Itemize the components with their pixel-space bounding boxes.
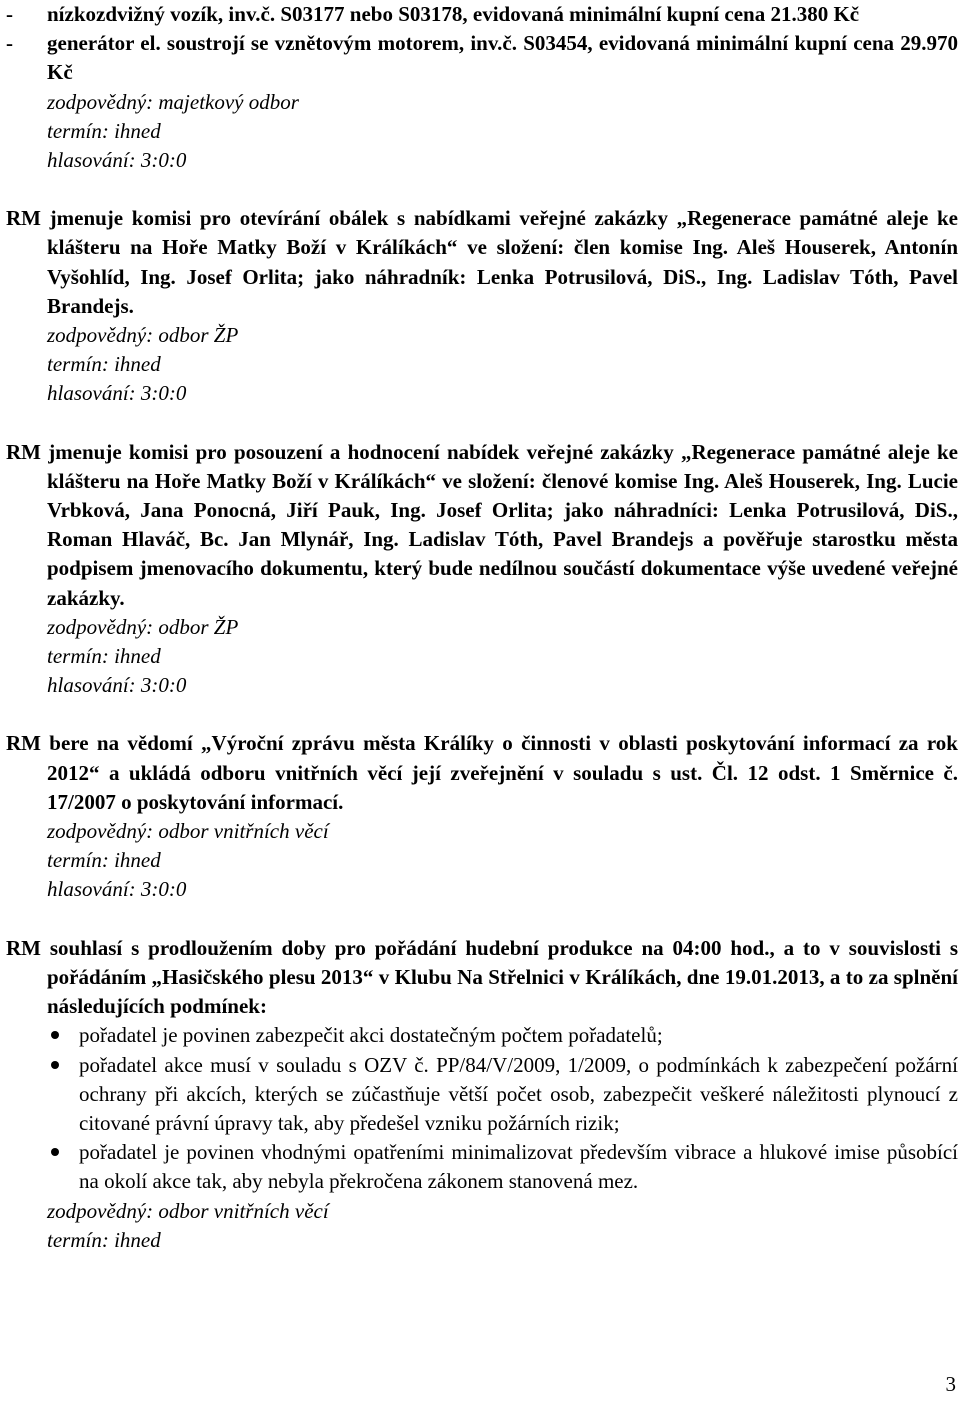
deadline-line: termín: ihned	[47, 1227, 161, 1252]
conditions-list	[6, 1021, 958, 1196]
bullet-icon	[51, 1061, 59, 1069]
item-text: generátor el. soustrojí se vznětovým motorem, inv.č. S03454, evidovaná minimální kupní cena 29.970 Kč	[47, 31, 958, 85]
item-text: pořadatel je povinen vhodnými opatřeními minimalizovat především vibrace a hlukové imise působící na okolí akce tak, aby nebyla překročena zákonem stanovená mez.	[79, 1140, 958, 1194]
item-text: nízkozdvižný vozík, inv.č. S03177 nebo S03178, evidovaná minimální kupní cena 21.380 Kč	[47, 2, 860, 26]
item-text: pořadatel akce musí v souladu s OZV č. PP/84/V/2009, 1/2009, o podmínkách k zabezpečení požární ochrany při akcích, kterých se zúčastňuje větší počet osob, zabezpečit veškeré náležitosti plynoucí z citované právní úpravy tak, aby předešel vzniku požárních rizik;	[79, 1052, 958, 1135]
list-item	[6, 29, 958, 87]
document-page	[6, 0, 958, 1255]
resolution-paragraph: RM jmenuje komisi pro otevírání obálek s nabídkami veřejné zakázky „Regenerace památné aleje ke klášteru na Hoře Matky Boží v Králíkách“ ve složení: člen komise Ing. Aleš Houserek, Antonín Vyšohlíd, Ing. Josef Orlita; jako náhradník: Lenka Potrusilová, DiS., Ing. Ladislav Tóth, Pavel Brandejs.	[6, 206, 958, 318]
bullet-icon	[51, 1031, 59, 1039]
list-item	[6, 1138, 958, 1196]
resolution-paragraph: RM souhlasí s prodloužením doby pro pořádání hudební produkce na 04:00 hod., a to v souvislosti s pořádáním „Hasičského plesu 2013“ v Klubu Na Střelnici v Králíkách, dne 19.01.2013, a to za splnění následujících podmínek:	[6, 935, 958, 1019]
responsible-line: zodpovědný: odbor ŽP	[47, 323, 239, 348]
vote-line: hlasování: 3:0:0	[47, 381, 187, 406]
bullet-icon	[51, 1148, 59, 1156]
list-item	[6, 0, 958, 29]
vote-line: hlasování: 3:0:0	[47, 877, 187, 902]
resolution-paragraph: RM jmenuje komisi pro posouzení a hodnocení nabídek veřejné zakázky „Regenerace památné aleje ke klášteru na Hoře Matky Boží v Králíkách“ ve složení: členové komise Ing. Aleš Houserek, Ing. Lucie Vrbková, Jana Ponocná, Jiří Pauk, Ing. Josef Orlita; jako náhradníci: Lenka Potrusilová, DiS., Roman Hlaváč, Bc. Jan Mlynář, Ing. Ladislav Tóth, Pavel Brandejs a pověřuje starostku města podpisem jmenovacího dokumentu, který bude nedílnou součástí dokumentace výše uvedené veřejné zakázky.	[6, 439, 958, 610]
deadline-line: termín: ihned	[47, 118, 161, 143]
item-text: pořadatel je povinen zabezpečit akci dostatečným počtem pořadatelů;	[79, 1023, 663, 1048]
page-number: 3	[945, 1372, 956, 1396]
responsible-line: zodpovědný: odbor vnitřních věcí	[47, 819, 329, 844]
list-item	[6, 1051, 958, 1139]
vote-line: hlasování: 3:0:0	[47, 673, 187, 698]
deadline-line: termín: ihned	[47, 848, 161, 873]
deadline-line: termín: ihned	[47, 644, 161, 669]
responsible-line: zodpovědný: odbor vnitřních věcí	[47, 1198, 329, 1223]
responsible-line: zodpovědný: odbor ŽP	[47, 614, 239, 639]
dash-marker: -	[6, 2, 13, 26]
vote-line: hlasování: 3:0:0	[47, 148, 187, 173]
responsible-line: zodpovědný: majetkový odbor	[47, 89, 299, 114]
dash-marker: -	[6, 31, 13, 56]
list-item	[6, 1021, 958, 1050]
resolution-paragraph: RM bere na vědomí „Výroční zprávu města Králíky o činnosti v oblasti poskytování informací za rok 2012“ a ukládá odboru vnitřních věcí její zveřejnění v souladu s ust. Čl. 12 odst. 1 Směrnice č. 17/2007 o poskytování informací.	[6, 731, 958, 814]
deadline-line: termín: ihned	[47, 352, 161, 377]
